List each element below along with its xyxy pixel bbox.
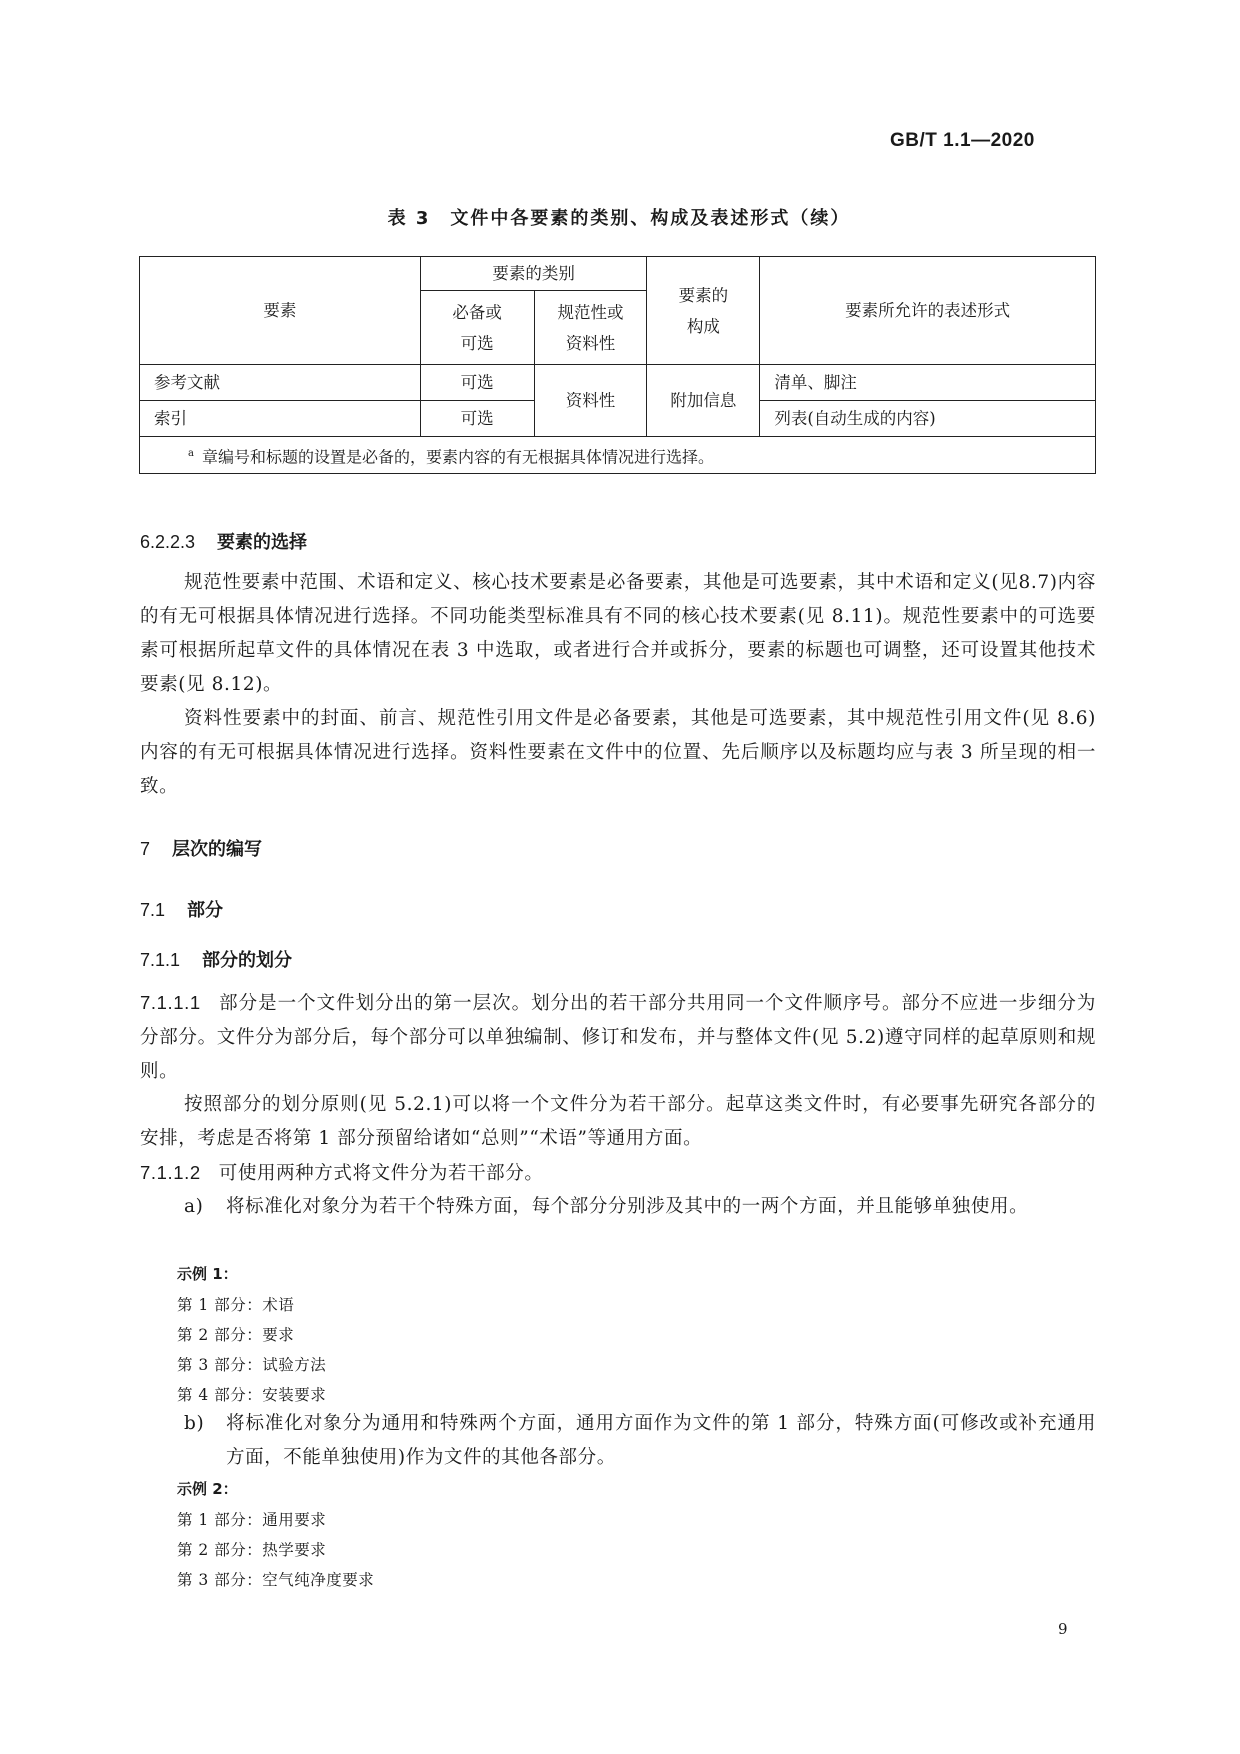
list-marker: a) <box>184 1196 204 1217</box>
example-1-title: 示例 1： <box>177 1265 238 1283</box>
header-category-group: 要素的类别 <box>420 257 647 291</box>
heading-number: 6.2.2.3 <box>140 532 196 552</box>
example-line: 第 3 部分：空气纯净度要求 <box>177 1571 375 1589</box>
heading-711 <box>140 946 292 972</box>
heading-71 <box>140 896 223 922</box>
cell-required: 可选 <box>420 401 534 437</box>
cell-element: 索引 <box>140 401 421 437</box>
paragraph: 规范性要素中范围、术语和定义、核心技术要素是必备要素，其他是可选要素，其中术语和定义(见8.7)内容的有无可根据具体情况进行选择。不同功能类型标准具有不同的核心技术要素(见 8.11)。规范性要素中的可选要素可根据所起草文件的具体情况在表 3 中选取，或者进行合并或拆分，要素的标题也可调整，还可设置其他技术要素(见 8.12)。 <box>140 572 1096 695</box>
heading-number: 7 <box>140 839 151 859</box>
heading-title: 部分 <box>187 900 224 921</box>
clause-text: 可使用两种方式将文件分为若干部分。 <box>218 1163 544 1184</box>
example-line: 第 4 部分：安装要求 <box>177 1386 327 1404</box>
heading-title: 要素的选择 <box>217 532 308 553</box>
heading-7 <box>140 835 262 861</box>
table-caption: 表 3 文件中各要素的类别、构成及表述形式（续） <box>387 208 851 229</box>
heading-title: 层次的编写 <box>172 839 263 860</box>
paragraph: 按照部分的划分原则(见 5.2.1)可以将一个文件分为若干部分。起草这类文件时，有必要事先研究各部分的安排，考虑是否将第 1 部分预留给诸如“总则”“术语”等通用方面。 <box>140 1094 1096 1149</box>
cell-normative: 资料性 <box>534 365 647 437</box>
standard-code: GB/T 1.1—2020 <box>890 130 1035 151</box>
page-number: 9 <box>1058 1620 1068 1638</box>
cell-element: 参考文献 <box>140 365 421 401</box>
clause-7112 <box>140 1156 1096 1191</box>
cell-form: 清单、脚注 <box>760 365 1096 401</box>
clause-number: 7.1.1.2 <box>140 1162 201 1183</box>
header-element: 要素 <box>140 257 421 365</box>
example-line: 第 3 部分：试验方法 <box>177 1356 327 1374</box>
cell-composition: 附加信息 <box>647 365 760 437</box>
footnote-text: 章编号和标题的设置是必备的，要素内容的有无根据具体情况进行选择。 <box>201 447 714 467</box>
cell-required: 可选 <box>420 365 534 401</box>
example-line: 第 2 部分：要求 <box>177 1326 295 1344</box>
heading-number: 7.1 <box>140 900 166 920</box>
list-item-b <box>184 1407 1096 1475</box>
paragraph: 资料性要素中的封面、前言、规范性引用文件是必备要素，其他是可选要素，其中规范性引用文件(见 8.6)内容的有无可根据具体情况进行选择。资料性要素在文件中的位置、先后顺序以及标题均应与表 3 所呈现的相一致。 <box>140 708 1096 797</box>
list-marker: b) <box>184 1413 205 1434</box>
header-allowed-forms: 要素所允许的表述形式 <box>760 257 1096 365</box>
elements-table <box>139 256 1096 474</box>
example-line: 第 2 部分：热学要求 <box>177 1541 327 1559</box>
header-composition: 要素的 构成 <box>647 257 760 365</box>
list-item-a <box>184 1190 1096 1224</box>
clause-number: 7.1.1.1 <box>140 992 201 1013</box>
footnote-mark: a <box>188 447 194 459</box>
header-normative-informative: 规范性或 资料性 <box>534 291 647 365</box>
header-required-optional: 必备或 可选 <box>420 291 534 365</box>
example-line: 第 1 部分：通用要求 <box>177 1511 327 1529</box>
table-footnote <box>140 437 1096 474</box>
table-row <box>140 365 1096 401</box>
list-text: 将标准化对象分为若干个特殊方面，每个部分分别涉及其中的一两个方面，并且能够单独使用。 <box>226 1196 1029 1217</box>
example-line: 第 1 部分：术语 <box>177 1296 295 1314</box>
list-text: 将标准化对象分为通用和特殊两个方面，通用方面作为文件的第 1 部分，特殊方面(可修改或补充通用方面，不能单独使用)作为文件的其他各部分。 <box>226 1413 1096 1468</box>
example-2-title: 示例 2： <box>177 1480 238 1498</box>
heading-title: 部分的划分 <box>202 950 293 971</box>
heading-6223 <box>140 528 307 554</box>
clause-7111 <box>140 986 1096 1089</box>
cell-form: 列表(自动生成的内容) <box>760 401 1096 437</box>
heading-number: 7.1.1 <box>140 950 181 970</box>
clause-text: 部分是一个文件划分出的第一层次。划分出的若干部分共用同一个文件顺序号。部分不应进一步细分为分部分。文件分为部分后，每个部分可以单独编制、修订和发布，并与整体文件(见 5.2)遵守同样的起草原则和规则。 <box>140 993 1096 1082</box>
